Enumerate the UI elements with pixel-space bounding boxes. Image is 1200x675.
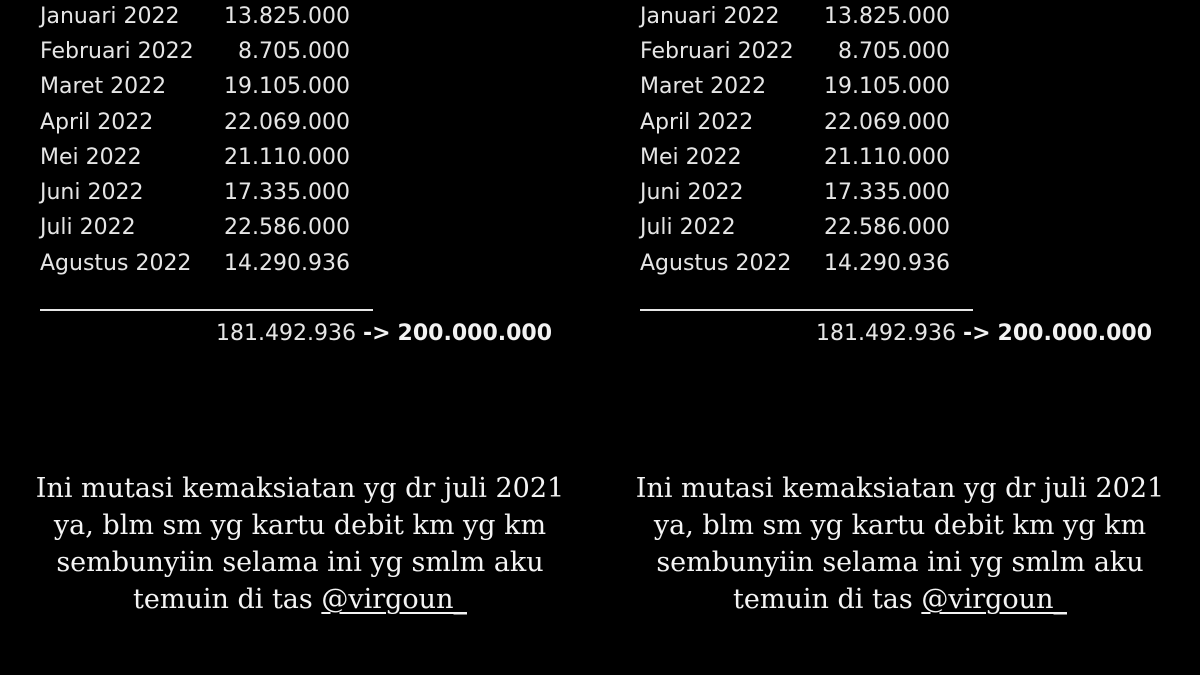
row-month: Juni 2022: [40, 180, 144, 205]
row-month: Februari 2022: [640, 39, 794, 64]
row-amount: 22.586.000: [224, 215, 350, 240]
ledger-row: [40, 108, 560, 138]
row-amount: 14.290.936: [224, 251, 350, 276]
row-month: Mei 2022: [640, 145, 742, 170]
row-month: Juni 2022: [640, 180, 744, 205]
caption-mention-link[interactable]: @virgoun_: [921, 584, 1067, 615]
row-amount: 13.825.000: [224, 4, 350, 29]
row-month: Juli 2022: [40, 215, 136, 240]
ledger-row: [640, 72, 1160, 102]
row-month: Agustus 2022: [40, 251, 192, 276]
row-amount: 19.105.000: [224, 74, 350, 99]
row-amount: 22.069.000: [224, 110, 350, 135]
ledger-total: [216, 319, 552, 349]
ledger-row: [40, 2, 560, 32]
row-amount: 17.335.000: [824, 180, 950, 205]
row-amount: 14.290.936: [824, 251, 950, 276]
ledger-row: [640, 143, 1160, 173]
ledger-row: [640, 37, 1160, 67]
total-arrow: ->: [362, 321, 391, 346]
row-amount: 8.705.000: [838, 39, 950, 64]
row-month: April 2022: [640, 110, 754, 135]
row-month: Maret 2022: [640, 74, 767, 99]
row-month: Mei 2022: [40, 145, 142, 170]
ledger-row: [40, 213, 560, 243]
row-amount: 22.069.000: [824, 110, 950, 135]
story-panel-right: [600, 0, 1200, 675]
caption-text: Ini mutasi kemaksiatan yg dr juli 2021 ya, blm sm yg kartu debit km yg km sembunyiin selama ini yg smlm aku temuin di tas: [35, 473, 565, 615]
ledger-row: [40, 37, 560, 67]
story-caption: [30, 470, 570, 618]
ledger-total: [816, 319, 1152, 349]
row-month: Januari 2022: [640, 4, 780, 29]
story-caption: [630, 470, 1170, 618]
caption-text: Ini mutasi kemaksiatan yg dr juli 2021 ya, blm sm yg kartu debit km yg km sembunyiin selama ini yg smlm aku temuin di tas: [635, 473, 1165, 615]
total-target: 200.000.000: [997, 321, 1153, 346]
row-month: April 2022: [40, 110, 154, 135]
row-amount: 13.825.000: [824, 4, 950, 29]
row-month: Juli 2022: [640, 215, 736, 240]
ledger-row: [640, 213, 1160, 243]
ledger-row: [40, 178, 560, 208]
row-amount: 22.586.000: [824, 215, 950, 240]
row-month: Agustus 2022: [640, 251, 792, 276]
total-sum: 181.492.936: [816, 321, 956, 346]
ledger-row: [640, 108, 1160, 138]
row-amount: 8.705.000: [238, 39, 350, 64]
caption-mention-link[interactable]: @virgoun_: [321, 584, 467, 615]
total-sum: 181.492.936: [216, 321, 356, 346]
ledger-row: [640, 178, 1160, 208]
total-divider: [40, 309, 373, 311]
ledger-row: [40, 143, 560, 173]
total-target: 200.000.000: [397, 321, 553, 346]
row-month: Februari 2022: [40, 39, 194, 64]
ledger-row: [40, 249, 560, 279]
row-month: Maret 2022: [40, 74, 167, 99]
row-amount: 17.335.000: [224, 180, 350, 205]
row-amount: 21.110.000: [224, 145, 350, 170]
row-amount: 21.110.000: [824, 145, 950, 170]
ledger-row: [640, 2, 1160, 32]
ledger-row: [640, 249, 1160, 279]
row-amount: 19.105.000: [824, 74, 950, 99]
ledger-row: [40, 72, 560, 102]
total-arrow: ->: [962, 321, 991, 346]
row-month: Januari 2022: [40, 4, 180, 29]
total-divider: [640, 309, 973, 311]
